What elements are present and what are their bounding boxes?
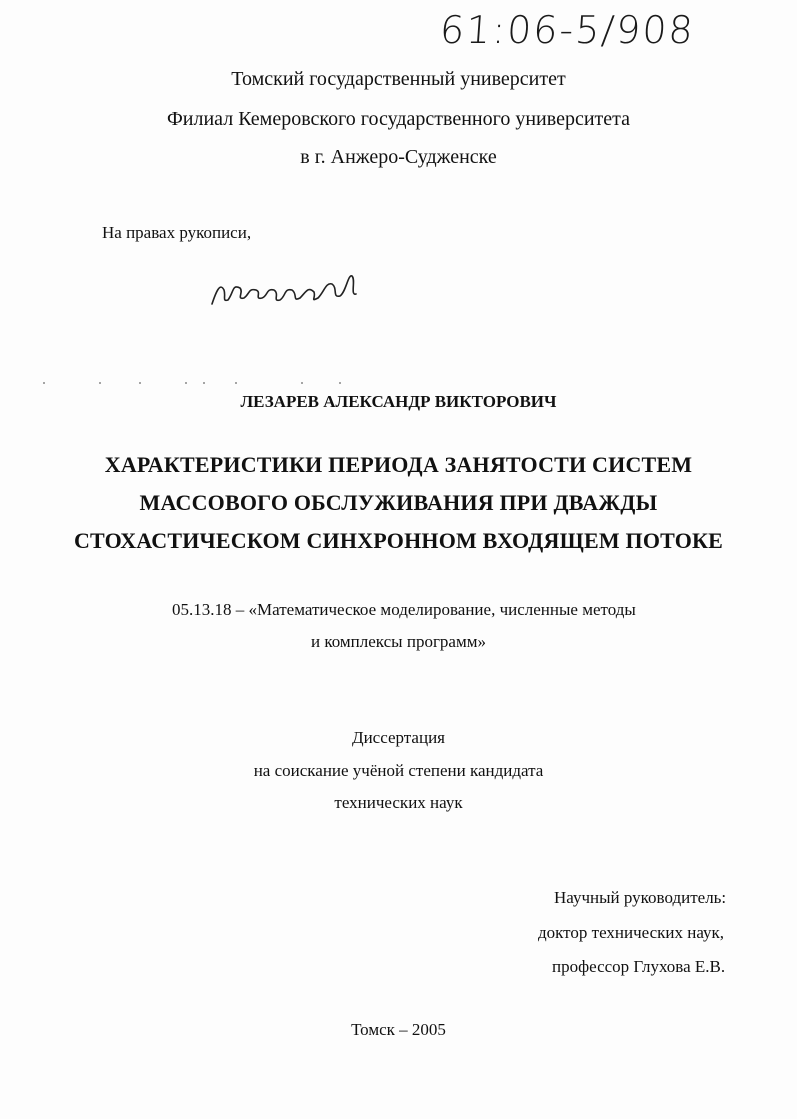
supervisor-label: Научный руководитель: [554,888,727,907]
title-line-3: СТОХАСТИЧЕСКОМ СИНХРОННОМ ВХОДЯЩЕМ ПОТОКЕ [73,528,724,553]
specialty-line-1: 05.13.18 – «Математическое моделирование, численные методы [172,600,636,619]
supervisor-degree: доктор технических наук, [538,923,725,942]
degree-line-1: Диссертация [351,728,445,747]
institution-line-3: в г. Анжеро-Судженске [300,146,497,168]
supervisor-name: профессор Глухова Е.В. [552,957,726,976]
title-line-2: МАССОВОГО ОБСЛУЖИВАНИЯ ПРИ ДВАЖДЫ [139,490,658,515]
specialty-line-2: и комплексы программ» [311,632,486,651]
institution-line-2: Филиал Кемеровского государственного университета [166,108,631,130]
title-line-1: ХАРАКТЕРИСТИКИ ПЕРИОДА ЗАНЯТОСТИ СИСТЕМ [104,452,693,477]
archive-code: 61:06-5/908 [438,8,697,52]
degree-line-2: на соискание учёной степени кандидата [253,761,544,780]
institution-line-1: Томский государственный университет [231,68,566,90]
scan-artifact-dots [40,381,420,385]
degree-line-3: технических наук [334,793,463,812]
manuscript-note: На правах рукописи, [102,223,252,242]
place-and-year: Томск – 2005 [351,1020,446,1039]
handwritten-signature [206,262,366,312]
author-name: ЛЕЗАРЕВ АЛЕКСАНДР ВИКТОРОВИЧ [240,392,557,411]
